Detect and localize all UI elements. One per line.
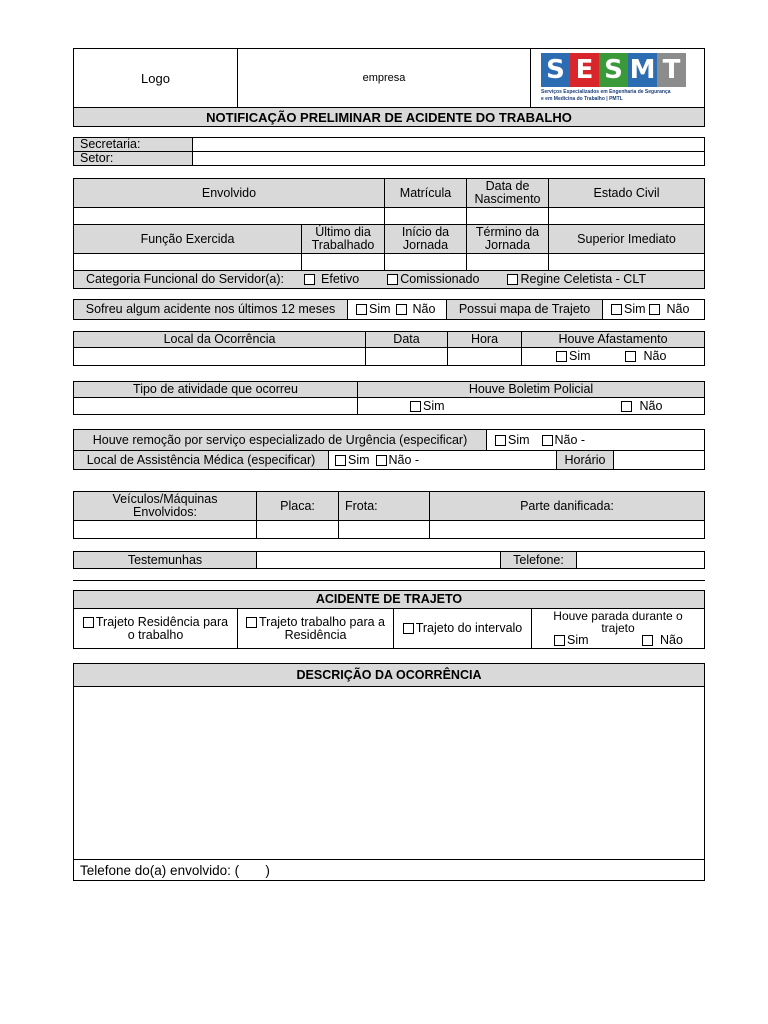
assistencia-options (328, 450, 557, 470)
trajeto-residencia-trabalho-checkbox[interactable] (83, 617, 94, 628)
logo-placeholder: Logo (73, 48, 238, 108)
telefone-label: Telefone: (500, 551, 577, 569)
assistencia-nao-label: Não - (388, 452, 420, 467)
section-divider (73, 580, 705, 581)
acidente-12-meses-question: Sofreu algum acidente nos últimos 12 meses (73, 299, 348, 320)
local-ocorrencia-field[interactable] (73, 347, 366, 366)
telefone-field[interactable] (576, 551, 705, 569)
boletim-nao-label: Não (639, 398, 663, 413)
categoria-row (73, 270, 705, 289)
afastamento-header: Houve Afastamento (521, 331, 705, 348)
sesmt-letter: T (657, 53, 686, 87)
data-header: Data (365, 331, 448, 348)
inicio-jornada-header: Início da Jornada (384, 224, 467, 254)
categoria-label: Categoria Funcional do Servidor(a): (86, 272, 285, 286)
frota-field[interactable] (338, 520, 430, 539)
boletim-sim-checkbox[interactable] (410, 401, 421, 412)
frota-header: Frota: (338, 491, 430, 521)
parada-label: Houve parada durante o trajeto (553, 609, 683, 635)
efetivo-checkbox[interactable] (304, 274, 315, 285)
assistencia-sim-label: Sim (348, 452, 370, 467)
testemunhas-label: Testemunhas (73, 551, 257, 569)
envolvido-header: Envolvido (73, 178, 385, 208)
parada-sim-label: Sim (567, 633, 589, 647)
setor-label: Setor: (73, 151, 193, 166)
trajeto-title: ACIDENTE DE TRAJETO (73, 590, 705, 609)
ultimo-dia-header: Último dia Trabalhado (301, 224, 385, 254)
acidente-nao-label: Não (412, 302, 436, 316)
termino-jornada-header: Término da Jornada (466, 224, 549, 254)
afastamento-sim-checkbox[interactable] (556, 351, 567, 362)
remocao-nao-label: Não - (554, 432, 586, 447)
trajeto-intervalo-checkbox[interactable] (403, 623, 414, 634)
efetivo-label: Efetivo (321, 272, 360, 286)
boletim-options (357, 397, 705, 415)
estado-civil-header: Estado Civil (548, 178, 705, 208)
boletim-sim-label: Sim (423, 398, 445, 413)
veiculos-header: Veículos/Máquinas Envolvidos: (73, 491, 257, 521)
hora-header: Hora (447, 331, 522, 348)
sesmt-letter: S (599, 53, 628, 87)
telefone-envolvido-label: Telefone do(a) envolvido: ( ) (80, 862, 270, 878)
remocao-options (486, 429, 705, 451)
secretaria-label: Secretaria: (73, 137, 193, 152)
parada-sim-checkbox[interactable] (554, 635, 565, 646)
trajeto-intervalo-label: Trajeto do intervalo (415, 621, 523, 635)
boletim-nao-checkbox[interactable] (621, 401, 632, 412)
boletim-header: Houve Boletim Policial (357, 381, 705, 398)
trajeto-trabalho-residencia (237, 608, 394, 649)
ultimo-dia-field[interactable] (301, 253, 385, 271)
parada-nao-label: Não (660, 633, 683, 647)
testemunhas-field[interactable] (256, 551, 501, 569)
tipo-atividade-header: Tipo de atividade que ocorreu (73, 381, 358, 398)
funcao-field[interactable] (73, 253, 302, 271)
sesmt-logo (541, 53, 686, 87)
mapa-sim-label: Sim (624, 302, 646, 316)
afastamento-nao-label: Não (643, 349, 667, 363)
remocao-sim-checkbox[interactable] (495, 435, 506, 446)
veiculos-field[interactable] (73, 520, 257, 539)
parte-danificada-field[interactable] (429, 520, 705, 539)
clt-checkbox[interactable] (507, 274, 518, 285)
placa-header: Placa: (256, 491, 339, 521)
parada-nao-checkbox[interactable] (642, 635, 653, 646)
assistencia-sim-checkbox[interactable] (335, 455, 346, 466)
trajeto-trabalho-residencia-checkbox[interactable] (246, 617, 257, 628)
mapa-trajeto-question: Possui mapa de Trajeto (446, 299, 603, 320)
acidente-sim-checkbox[interactable] (356, 304, 367, 315)
horario-field[interactable] (613, 450, 705, 470)
tipo-atividade-field[interactable] (73, 397, 358, 415)
inicio-jornada-field[interactable] (384, 253, 467, 271)
trajeto-residencia-trabalho (73, 608, 238, 649)
comissionado-checkbox[interactable] (387, 274, 398, 285)
sesmt-subtitle-1: Serviços Especializados em Engenharia de Segurança (541, 89, 671, 95)
estado-civil-field[interactable] (548, 207, 705, 225)
termino-jornada-field[interactable] (466, 253, 549, 271)
form-title: NOTIFICAÇÃO PRELIMINAR DE ACIDENTE DO TRABALHO (73, 107, 705, 127)
parte-danificada-header: Parte danificada: (429, 491, 705, 521)
sesmt-subtitle-2: e em Medicina do Trabalho | PMTL (541, 96, 623, 102)
descricao-title: DESCRIÇÃO DA OCORRÊNCIA (73, 663, 705, 687)
matricula-header: Matrícula (384, 178, 467, 208)
acidente-sim-label: Sim (369, 302, 391, 316)
parada-trajeto (531, 608, 705, 649)
mapa-nao-label: Não (666, 302, 690, 316)
descricao-field[interactable] (73, 686, 705, 860)
assistencia-nao-checkbox[interactable] (376, 455, 387, 466)
secretaria-field[interactable] (192, 137, 705, 152)
empresa-placeholder: empresa (237, 48, 531, 108)
placa-field[interactable] (256, 520, 339, 539)
sesmt-letter: M (629, 55, 656, 85)
matricula-field[interactable] (384, 207, 467, 225)
mapa-trajeto-options (602, 299, 705, 320)
superior-field[interactable] (548, 253, 705, 271)
comissionado-label: Comissionado (400, 272, 480, 286)
acidente-nao-checkbox[interactable] (396, 304, 407, 315)
remocao-sim-label: Sim (508, 432, 530, 447)
superior-header: Superior Imediato (548, 224, 705, 254)
afastamento-sim-label: Sim (569, 349, 591, 363)
sesmt-letter: E (570, 53, 599, 87)
trajeto-trabalho-residencia-label: Trajeto trabalho para a Residência (258, 614, 385, 642)
setor-field[interactable] (192, 151, 705, 166)
acidente-12-meses-options (347, 299, 447, 320)
local-ocorrencia-header: Local da Ocorrência (73, 331, 366, 348)
funcao-header: Função Exercida (73, 224, 302, 254)
mapa-nao-checkbox[interactable] (649, 304, 660, 315)
afastamento-options (521, 347, 705, 366)
mapa-sim-checkbox[interactable] (611, 304, 622, 315)
data-nascimento-header: Data de Nascimento (466, 178, 549, 208)
horario-label: Horário (556, 450, 614, 470)
data-field[interactable] (365, 347, 448, 366)
envolvido-field[interactable] (73, 207, 385, 225)
trajeto-residencia-trabalho-label: Trajeto Residência para o trabalho (95, 614, 229, 642)
hora-field[interactable] (447, 347, 522, 366)
remocao-nao-checkbox[interactable] (542, 435, 553, 446)
clt-label: Regine Celetista - CLT (520, 272, 646, 286)
afastamento-nao-checkbox[interactable] (625, 351, 636, 362)
remocao-question: Houve remoção por serviço especializado de Urgência (especificar) (73, 429, 487, 451)
data-nascimento-field[interactable] (466, 207, 549, 225)
sesmt-letter: S (541, 53, 570, 87)
assistencia-question: Local de Assistência Médica (especificar) (73, 450, 329, 470)
trajeto-intervalo (393, 608, 532, 649)
telefone-envolvido[interactable] (73, 859, 705, 881)
